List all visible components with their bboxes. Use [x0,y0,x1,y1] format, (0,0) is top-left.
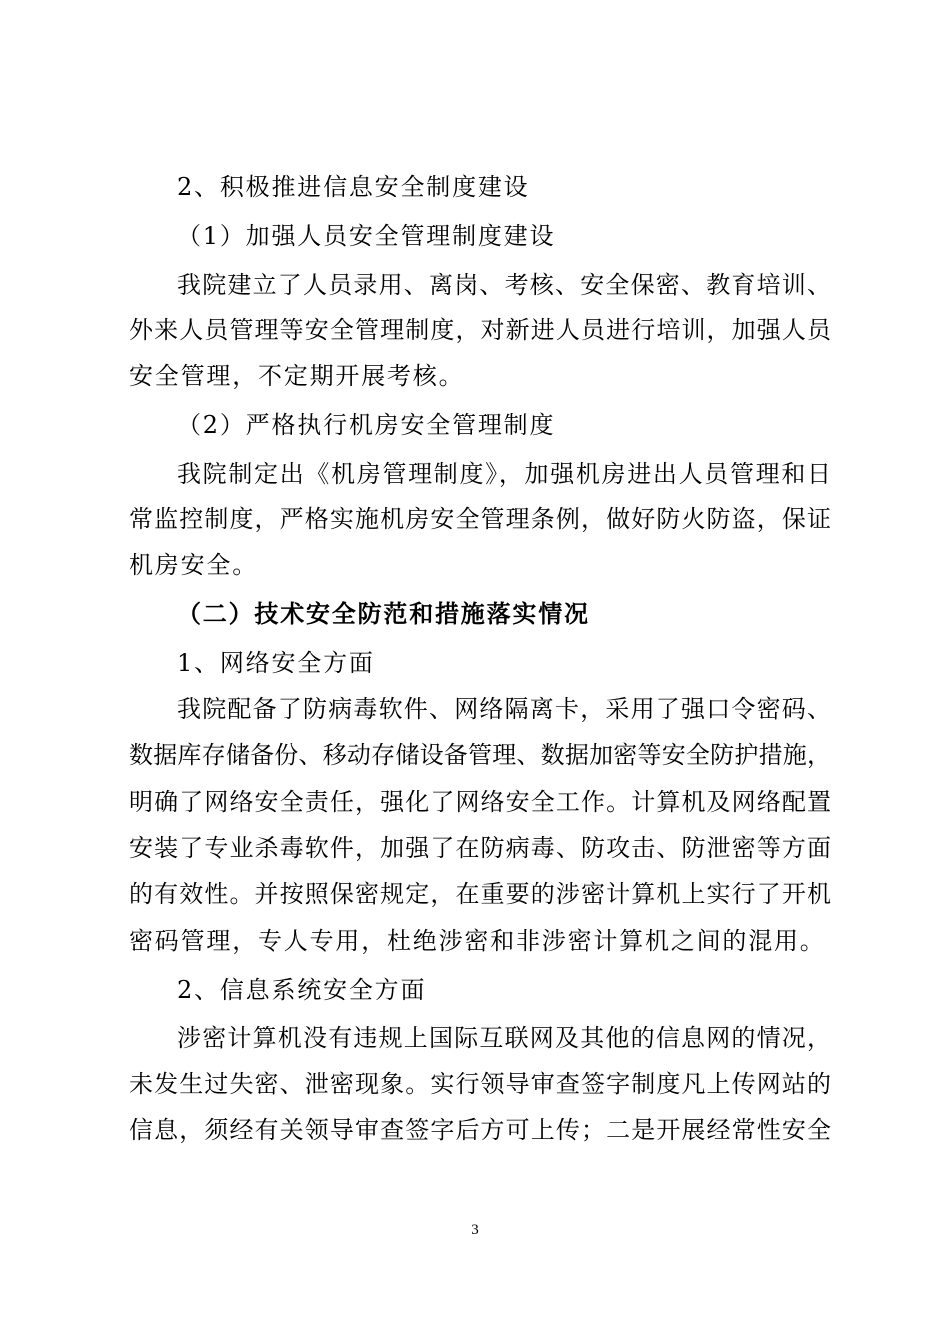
paragraph-line: 明确了网络安全责任，强化了网络安全工作。计算机及网络配置 [129,788,831,816]
paragraph-line: 涉密计算机没有违规上国际互联网及其他的信息网的情况， [177,1024,831,1052]
section-heading: （二）技术安全防范和措施落实情况 [177,599,590,628]
section-heading: 2、积极推进信息安全制度建设 [177,173,530,201]
section-heading: 1、网络安全方面 [177,649,375,677]
paragraph-line: 的有效性。并按照保密规定，在重要的涉密计算机上实行了开机 [129,880,831,908]
paragraph-line: 我院建立了人员录用、离岗、考核、安全保密、教育培训、 [177,271,831,299]
paragraph-line: 密码管理，专人专用，杜绝涉密和非涉密计算机之间的混用。 [129,927,826,955]
paragraph-line: 常监控制度，严格实施机房安全管理条例，做好防火防盗，保证 [129,505,831,533]
paragraph-line: 机房安全。 [129,551,258,579]
section-heading: 2、信息系统安全方面 [177,976,427,1004]
subsection-heading: （1）加强人员安全管理制度建设 [177,222,556,250]
subsection-heading: （2）严格执行机房安全管理制度 [177,411,556,439]
paragraph-line: 信息，须经有关领导审查签字后方可上传；二是开展经常性安全 [129,1116,831,1144]
paragraph-line: 安装了专业杀毒软件，加强了在防病毒、防攻击、防泄密等方面 [129,834,831,862]
paragraph-line: 外来人员管理等安全管理制度，对新进人员进行培训，加强人员 [129,316,831,344]
page-number: 3 [471,1222,479,1238]
paragraph-line: 数据库存储备份、移动存储设备管理、数据加密等安全防护措施， [129,741,831,769]
paragraph-line: 我院制定出《机房管理制度》，加强机房进出人员管理和日 [177,460,831,488]
paragraph-line: 我院配备了防病毒软件、网络隔离卡，采用了强口令密码、 [177,695,831,723]
paragraph-line: 安全管理，不定期开展考核。 [129,362,465,390]
paragraph-line: 未发生过失密、泄密现象。实行领导审查签字制度凡上传网站的 [129,1070,831,1098]
